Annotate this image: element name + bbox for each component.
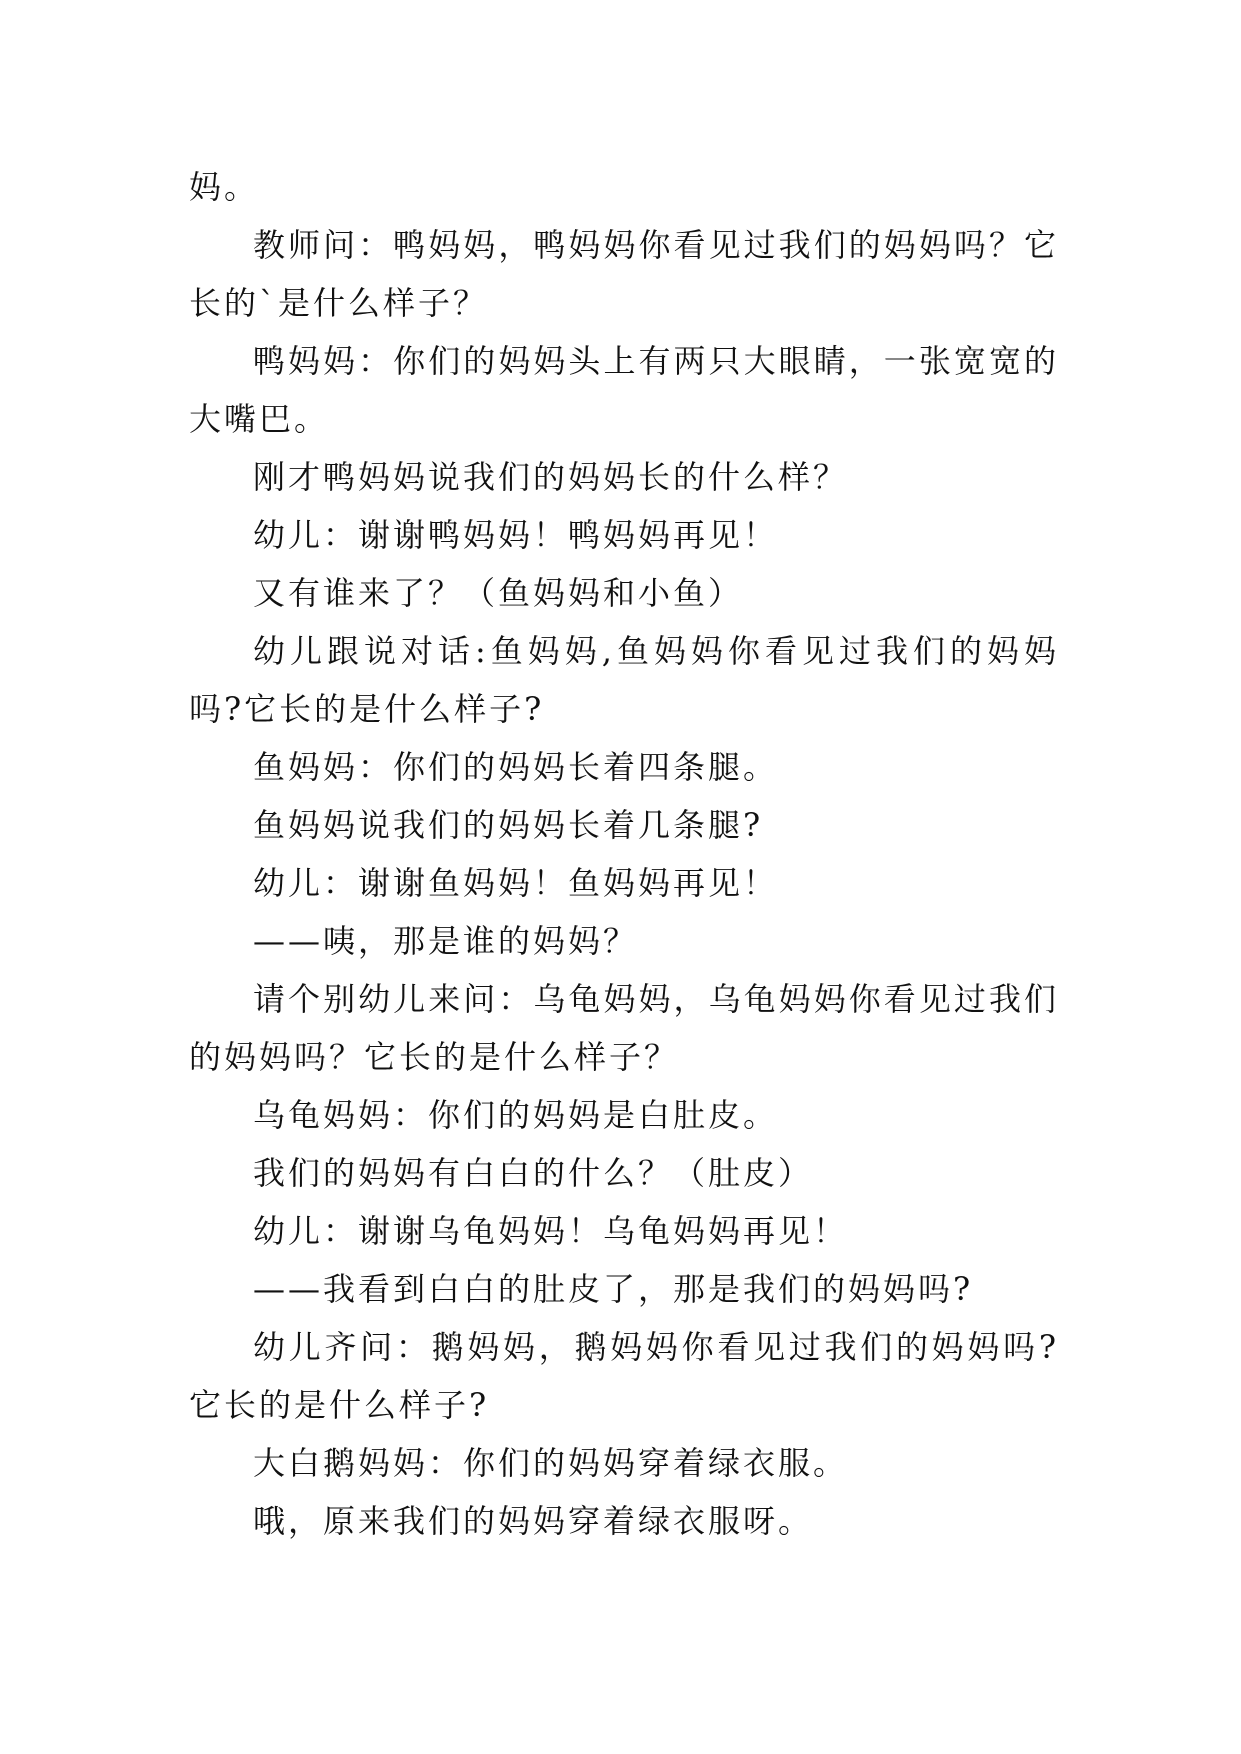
paragraph: 鱼妈妈说我们的妈妈长着几条腿? [253,806,764,844]
paragraph: 请个别幼儿来问：乌龟妈妈，乌龟妈妈你看见过我们的妈妈吗？它长的是什么样子？ [189,980,1059,1076]
paragraph: 哦，原来我们的妈妈穿着绿衣服呀。 [253,1502,814,1540]
paragraph: 教师问：鸭妈妈，鸭妈妈你看见过我们的妈妈吗？它长的`是什么样子？ [189,226,1059,322]
paragraph: 妈。 [189,168,260,206]
paragraph: 乌龟妈妈：你们的妈妈是白肚皮。 [253,1096,779,1134]
document-body [189,158,1059,1550]
paragraph: 大白鹅妈妈：你们的妈妈穿着绿衣服。 [253,1444,849,1482]
paragraph: 幼儿：谢谢鱼妈妈！鱼妈妈再见！ [253,864,779,902]
paragraph: 鸭妈妈：你们的妈妈头上有两只大眼睛，一张宽宽的大嘴巴。 [189,342,1059,438]
paragraph: 鱼妈妈：你们的妈妈长着四条腿。 [253,748,779,786]
paragraph: 幼儿：谢谢鸭妈妈！鸭妈妈再见！ [253,516,779,554]
paragraph: 又有谁来了？（鱼妈妈和小鱼） [253,574,744,612]
paragraph: 我们的妈妈有白白的什么？（肚皮） [253,1154,814,1192]
paragraph: 刚才鸭妈妈说我们的妈妈长的什么样？ [253,458,849,496]
paragraph: 幼儿：谢谢乌龟妈妈！乌龟妈妈再见！ [253,1212,849,1250]
paragraph: ——咦，那是谁的妈妈？ [253,922,639,960]
paragraph: 幼儿跟说对话:鱼妈妈,鱼妈妈你看见过我们的妈妈吗?它长的是什么样子? [189,632,1059,728]
paragraph: 幼儿齐问：鹅妈妈，鹅妈妈你看见过我们的妈妈吗?它长的是什么样子? [189,1328,1059,1424]
paragraph: ——我看到白白的肚皮了，那是我们的妈妈吗? [253,1270,974,1308]
